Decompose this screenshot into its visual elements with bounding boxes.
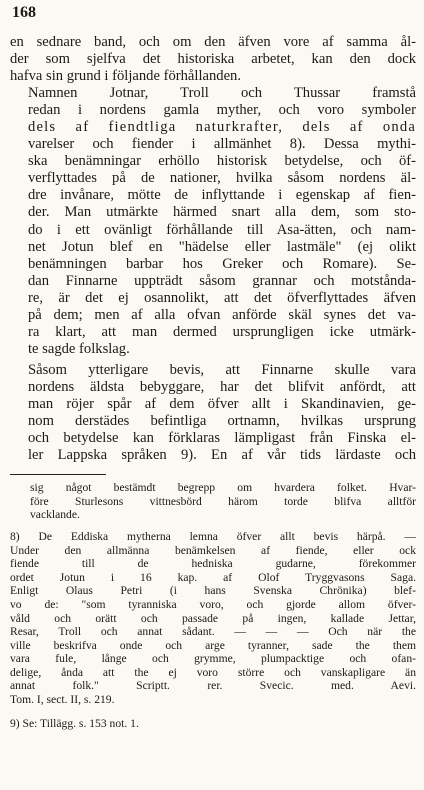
paragraph-2 [10,85,416,358]
footnote-line: före Sturlesons vittnesbörd härom torde blifva alltför [30,494,416,508]
footnote-line: ordet Jotun i 16 kap. af Olof Tryggvasons Saga. [10,570,416,584]
text-line: verflyttades på de nationer, hvilka såsom nordens äl- [28,170,416,187]
footnotes [10,481,416,730]
footnote-line: sig något bestämdt begrepp om hvardera folket. Hvar- [30,481,416,495]
text-line: dre invånare, mötte de inflyttande i egenskap af fien- [28,187,416,204]
text-line: re, är det ej osannolikt, att det öfverflyttades äfven [28,289,416,306]
text-line: dan Finnarne uppträdt såsom grannar och motstånda- [28,272,416,289]
text-line: do i ett ovänligt förhållande till Asa-ätten, och nam- [28,221,416,238]
footnote-line: Enligt Olaus Petri (i hans Svenska Chrönika) blef- [10,584,416,598]
footnote-line: Under den allmänna benämkelsen af fiende, eller ock [10,543,416,557]
footnote-8 [10,530,416,707]
text-line: Såsom ytterligare bevis, att Finnarne skulle vara [28,361,416,378]
footnote-continuation [10,481,416,522]
text-line: och betydelse kan förklaras lämpligast från Finska el- [28,430,416,447]
footnote-line: ville beskrifva onde och arge tyranner, sade the them [10,638,416,652]
text-line: dels af fiendtliga naturkrafter, dels af onda [28,119,416,136]
text-line: redan i nordens gamla myther, och voro symboler [28,102,416,119]
footnote-line: 8) De Eddiska mytherna lemna öfver allt bevis härpå. — [10,529,416,543]
footnote-line: 9) Se: Tillägg. s. 153 not. 1. [10,716,139,730]
main-text [10,34,416,464]
footnote-line: Resar, Troll och annat sådant. — — — Och när the [10,625,416,639]
paragraph-1 [10,34,416,85]
footnote-line: vacklande. [30,508,80,522]
footnote-line: Tom. I, sect. II, s. 219. [10,693,115,707]
book-page [10,4,416,730]
text-line: der som sjelfva det historiska arbetet, kan den dock [10,51,416,68]
text-line: nom derstädes befintliga ortnamn, hvilkas ursprung [28,413,416,430]
text-line: ler Lappska språken 9). En af vår tids lärdaste och [28,447,416,464]
footnote-line: annat folk." Scriptt. rer. Svecic. med. Aevi. [10,679,416,693]
footnote-line: delige, ånda att the ej voro större och vanskapligare än [10,665,416,679]
text-line: te sagde folkslag. [28,340,130,357]
text-line: varelser och fiender i allmänhet 8). Dessa mythi- [28,136,416,153]
footnote-line: vo de: "som tyranniska voro, och gjorde allom öfver- [10,597,416,611]
text-line: på dem; men af alla ofvan anförde skäl synes det va- [28,306,416,323]
footnote-line: fiende till de hedniska gudarne, förekommer [10,557,416,571]
footnote-line: vara fule, långe och grymme, plumpacktige och ofan- [10,652,416,666]
text-line: en sednare band, och om den äfven vore af samma ål- [10,34,416,50]
text-line: ra klart, att man dermed ursprungligen icke utmärk- [28,323,416,340]
text-line: hafva sin grund i följande förhållanden. [10,68,241,85]
footnote-9 [10,717,416,731]
paragraph-3 [10,362,416,464]
text-line: nordens äldsta bebyggare, har det blifvit anfördt, att [28,378,416,395]
page-number: 168 [12,4,36,21]
footnote-divider [10,474,106,475]
text-line: benämningen barbar hos Greker och Romare). Se- [28,255,416,272]
text-line: der. Man utmärkte härmed snart alla dem, som sto- [28,204,416,221]
footnote-line: våld och orätt och passade på ingen, kallade Jettar, [10,611,416,625]
text-line: net Jotun blef en "hädelse eller lastmäle" (ej olikt [28,238,416,255]
text-line: man röjer spår af dem öfver allt i Skandinavien, ge- [28,395,416,412]
text-line: ska benämningar erhöllo historisk betydelse, och öf- [28,153,416,170]
text-line: Namnen Jotnar, Troll och Thussar framstå [28,85,416,102]
